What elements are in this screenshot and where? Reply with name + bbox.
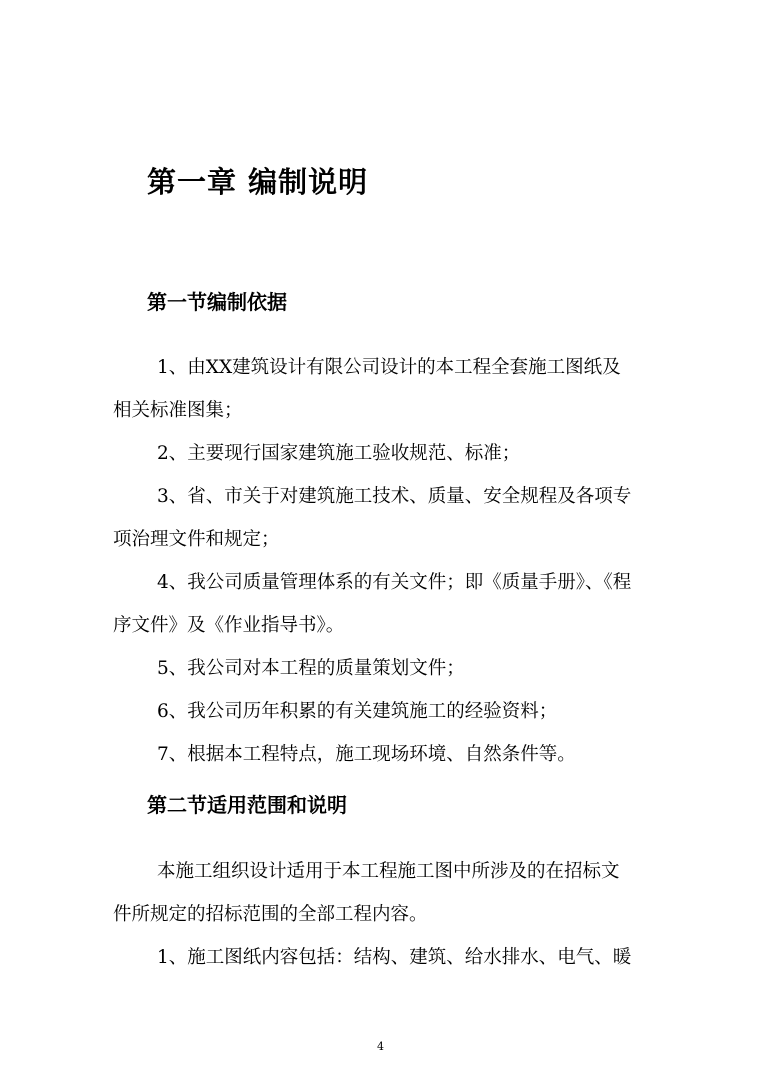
page-number: 4 <box>377 1040 384 1053</box>
paragraph-line: 序文件》及《作业指导书》。 <box>113 615 345 636</box>
paragraph-line: 本施工组织设计适用于本工程施工图中所涉及的在招标文 <box>157 861 620 882</box>
section-title-scope: 第二节适用范围和说明 <box>147 793 347 817</box>
paragraph-line: 2、主要现行国家建筑施工验收规范、标准； <box>157 443 521 464</box>
chapter-title: 第一章 编制说明 <box>147 165 369 199</box>
paragraph-line: 相关标准图集； <box>113 400 243 421</box>
paragraph-line: 4、我公司质量管理体系的有关文件；即《质量手册》、《程 <box>157 572 632 593</box>
paragraph-line: 6、我公司历年积累的有关建筑施工的经验资料； <box>157 701 558 722</box>
paragraph-line: 3、省、市关于对建筑施工技术、质量、安全规程及各项专 <box>157 486 632 507</box>
paragraph-line: 1、由XX建筑设计有限公司设计的本工程全套施工图纸及 <box>157 357 621 378</box>
paragraph-line: 件所规定的招标范围的全部工程内容。 <box>113 904 428 925</box>
paragraph-line: 7、根据本工程特点，施工现场环境、自然条件等。 <box>157 744 576 765</box>
paragraph-line: 5、我公司对本工程的质量策划文件； <box>157 658 465 679</box>
paragraph-line: 项治理文件和规定； <box>113 529 280 550</box>
paragraph-line: 1、施工图纸内容包括：结构、建筑、给水排水、电气、暖 <box>157 947 632 968</box>
section-title-basis: 第一节编制依据 <box>147 290 287 314</box>
